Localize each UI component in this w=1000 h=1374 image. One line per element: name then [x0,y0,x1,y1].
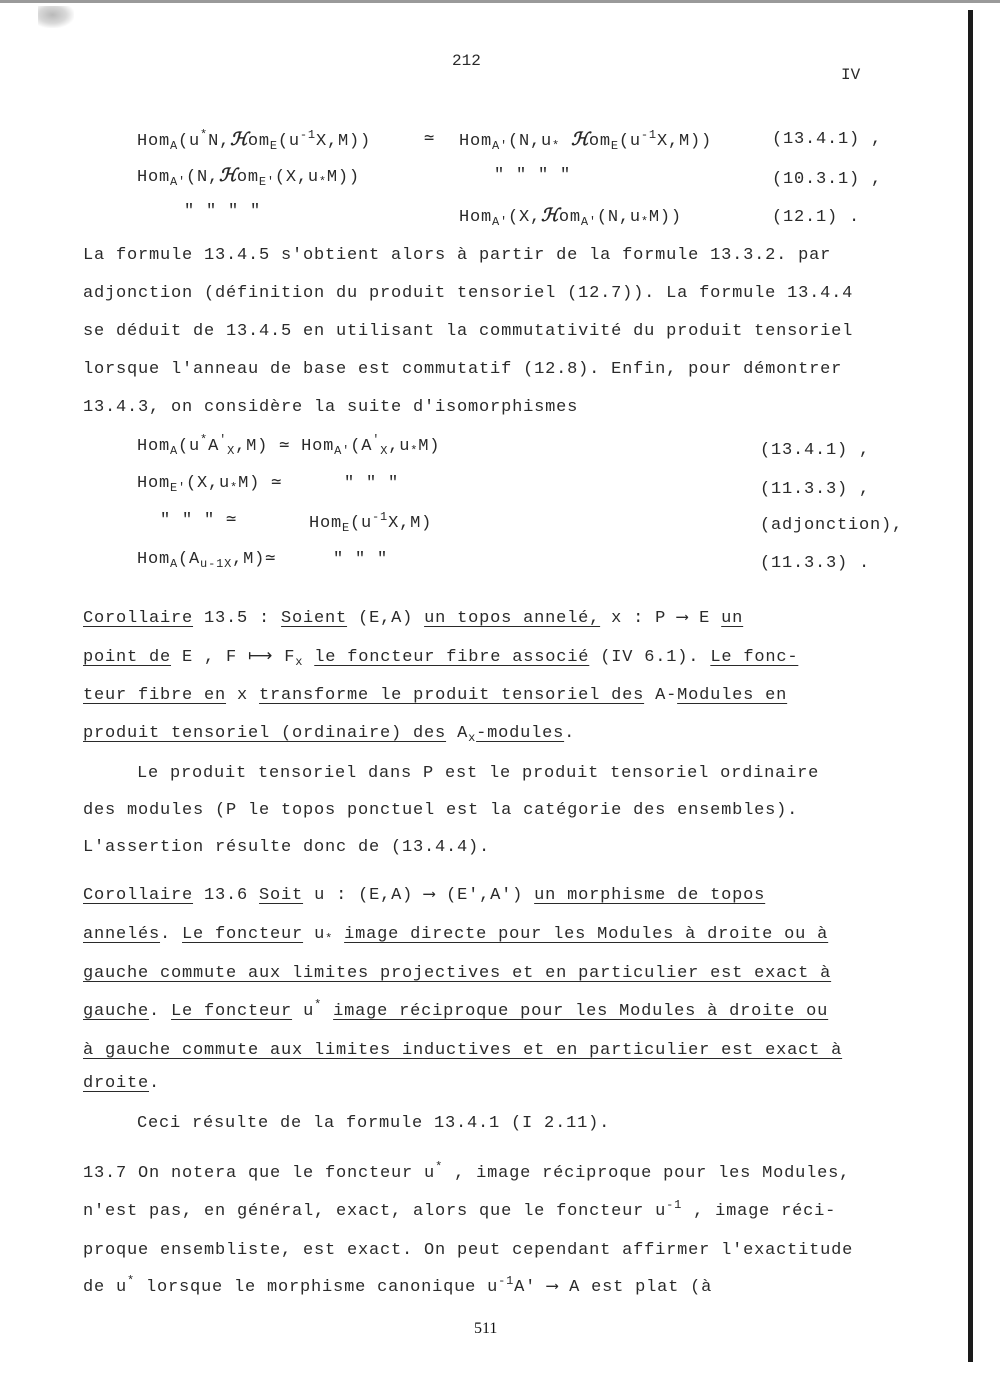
text-line: adjonction (définition du produit tensoriel (12.7)). La formule 13.4.4 [83,284,854,303]
iso1-line1-left: $Hom_A(u^*N,ℋom_E(u^{-1}X,M))$ [137,128,371,153]
page-number-top: 212 [452,52,481,70]
equation-reference: (11.3.3) . [760,554,871,573]
text-line: Le produit tensoriel dans P est le produit tensoriel ordinaire [137,764,820,783]
equation-reference: (11.3.3) , [760,480,871,499]
corollary-13-6-line6: droite. [83,1074,161,1093]
text-line: se déduit de 13.4.5 en utilisant la commutativité du produit tensoriel [83,322,854,341]
equation-reference: (13.4.1) , [760,441,871,460]
corollary-13-5-line2: point de E , F ⟼ $F_x$ le foncteur fibre associé (IV 6.1). Le fonc- [83,648,799,669]
equation-reference: (adjonction), [760,516,904,535]
corollary-13-5-line1: Corollaire 13.5 : Soient (E,A) un topos annelé, x : P ⟶ E un [83,609,744,628]
script-h-symbol: ℋ [541,205,559,226]
text-line: n'est pas, en général, exact, alors que le foncteur $u^{-1}$ , image réci- [83,1198,837,1221]
text-line: des modules (P le topos ponctuel est la catégorie des ensembles). [83,801,799,820]
top-scan-edge [0,0,1000,3]
corollary-13-6-line4: gauche. Le foncteur u* image réciproque pour les Modules à droite ou [83,998,829,1021]
text-line: de u* lorsque le morphisme canonique $u^{-1}A'$ ⟶ A est plat (à [83,1274,713,1297]
text-line: Ceci résulte de la formule 13.4.1 (I 2.11). [137,1114,611,1133]
corollary-13-5-line4: produit tensoriel (ordinaire) des $A_x$-modules. [83,724,576,745]
equation-reference: (10.3.1) , [772,170,883,189]
corollary-heading: Corollaire [83,609,194,628]
ditto-marks: " " " " [184,202,262,221]
corollary-13-5-line3: teur fibre en x transforme le produit tensoriel des A-Modules en [83,686,788,705]
iso1-line2-left: $Hom_{A'}(N,ℋom_{E'}(X,u_*M))$ [137,165,360,189]
text-line: lorsque l'anneau de base est commutatif (12.8). Enfin, pour démontrer [83,360,843,379]
ditto-marks: " " " [333,550,389,569]
corollary-13-6-line2: annelés. Le foncteur $u_*$ image directe pour les Modules à droite ou à [83,925,829,946]
scan-smudge [38,6,74,28]
script-h-symbol: ℋ [571,129,589,150]
corollary-13-6-line5: à gauche commute aux limites inductives et en particulier est exact à [83,1041,843,1060]
iso2-line1: $Hom_A(u^*A'_X,M)$ ≃ $Hom_{A'}(A'_X,u_*M)$ [137,433,441,458]
ditto-marks: " " " ≃ [160,511,238,530]
iso-symbol: ≃ [424,130,436,149]
iso1-line3-right: $Hom_{A'}(X,ℋom_{A'}(N,u_*M))$ [459,205,682,229]
right-margin-bar [968,10,973,1362]
text-line: proque ensembliste, est exact. On peut cependant affirmer l'exactitude [83,1241,854,1260]
text-line: 13.7 On notera que le foncteur u* , image réciproque pour les Modules, [83,1160,851,1183]
equation-reference: (12.1) . [772,208,861,227]
text-line: La formule 13.4.5 s'obtient alors à partir de la formule 13.3.2. par [83,246,832,265]
iso2-line4: $Hom_A(A_{u-1X},M)≃$ [137,550,277,571]
section-mark: IV [841,66,861,84]
page-number-bottom: 511 [474,1320,498,1337]
corollary-13-6-line3: gauche commute aux limites projectives et en particulier est exact à [83,964,832,983]
iso2-line2: $Hom_{E'}(X,u_*M)$ ≃ [137,474,283,495]
script-h-symbol: ℋ [219,165,237,186]
equation-reference: (13.4.1) , [772,130,883,149]
iso1-line1-right: $Hom_{A'}(N,u_*$ $ℋom_E(u^{-1}X,M)$) [459,128,712,153]
iso2-line3-right: $Hom_E(u^{-1}X,M)$ [309,510,433,535]
script-h-symbol: ℋ [230,129,248,150]
corollary-13-6-line1: Corollaire 13.6 Soit u : (E,A) ⟶ (E',A') un morphisme de topos [83,886,766,905]
text-line: L'assertion résulte donc de (13.4.4). [83,838,491,857]
text-line: 13.4.3, on considère la suite d'isomorphismes [83,398,579,417]
ditto-marks: " " " [344,474,400,493]
corollary-heading: Corollaire [83,886,194,905]
ditto-marks: " " " " [494,166,572,185]
